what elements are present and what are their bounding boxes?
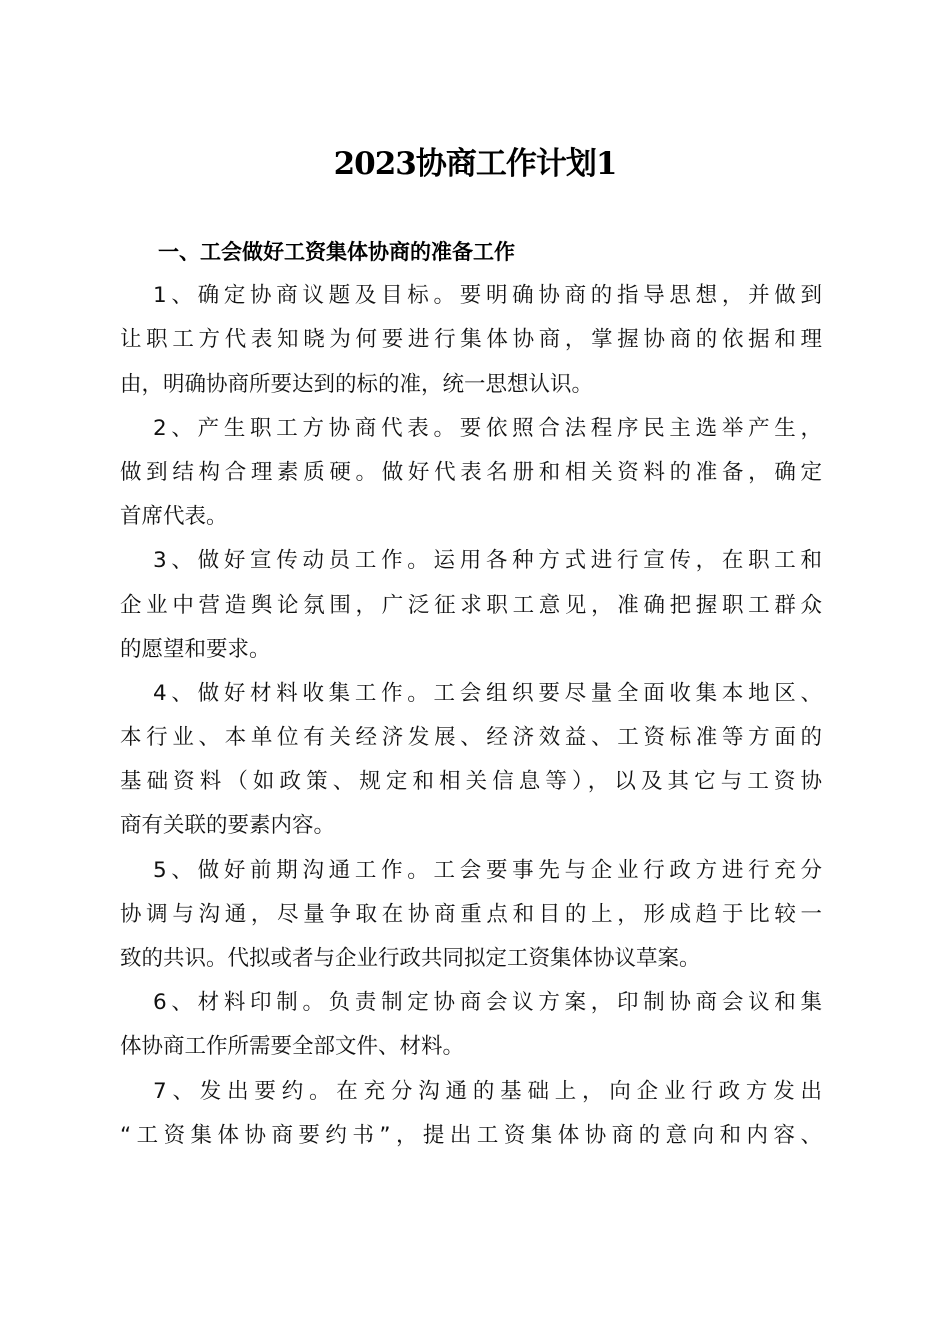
paragraph-line: 基础资料（如政策、规定和相关信息等），以及其它与工资协 [120,769,822,795]
paragraph [120,981,822,1069]
paragraph-line: 做到结构合理素质硬。做好代表名册和相关资料的准备，确定 [120,459,822,485]
paragraph [120,849,822,982]
paragraph-line: 6、材料印制。负责制定协商会议方案，印制协商会议和集 [153,990,822,1016]
paragraph [120,672,822,849]
paragraph [120,1070,822,1158]
paragraph [120,274,822,407]
paragraph-line: 由，明确协商所要达到的标的准，统一思想认识。 [120,371,594,397]
paragraph-line: 致的共识。代拟或者与企业行政共同拟定工资集体协议草案。 [120,946,701,971]
paragraph-line: 体协商工作所需要全部文件、材料。 [120,1034,465,1060]
paragraph-line: 企业中营造舆论氛围，广泛征求职工意见，准确把握职工群众 [120,592,822,618]
document-body [120,230,822,1158]
paragraph-line: 让职工方代表知晓为何要进行集体协商，掌握协商的依据和理 [120,327,822,353]
paragraph-line: 首席代表。 [120,504,228,530]
paragraph-line: 商有关联的要素内容。 [120,813,336,839]
paragraph-line: 的愿望和要求。 [120,636,271,662]
paragraph-line: 5、做好前期沟通工作。工会要事先与企业行政方进行充分 [153,857,822,883]
paragraph-list [120,274,822,1158]
paragraph-line: 4、做好材料收集工作。工会组织要尽量全面收集本地区、 [153,680,822,706]
paragraph-line: “工资集体协商要约书”，提出工资集体协商的意向和内容、 [120,1122,822,1148]
paragraph-line: 3、做好宣传动员工作。运用各种方式进行宣传，在职工和 [153,548,822,574]
paragraph-line: 2、产生职工方协商代表。要依照合法程序民主选举产生， [153,415,822,441]
paragraph [120,407,822,540]
section-heading: 一、工会做好工资集体协商的准备工作 [158,240,515,264]
paragraph-line: 本行业、本单位有关经济发展、经济效益、工资标准等方面的 [120,725,822,751]
paragraph-line: 1、确定协商议题及目标。要明确协商的指导思想，并做到 [153,283,822,309]
document-title: 2023协商工作计划1 [333,146,617,182]
paragraph-line: 协调与沟通，尽量争取在协商重点和目的上，形成趋于比较一 [120,901,822,927]
paragraph [120,539,822,672]
paragraph-line: 7、发出要约。在充分沟通的基础上，向企业行政方发出 [153,1078,822,1104]
